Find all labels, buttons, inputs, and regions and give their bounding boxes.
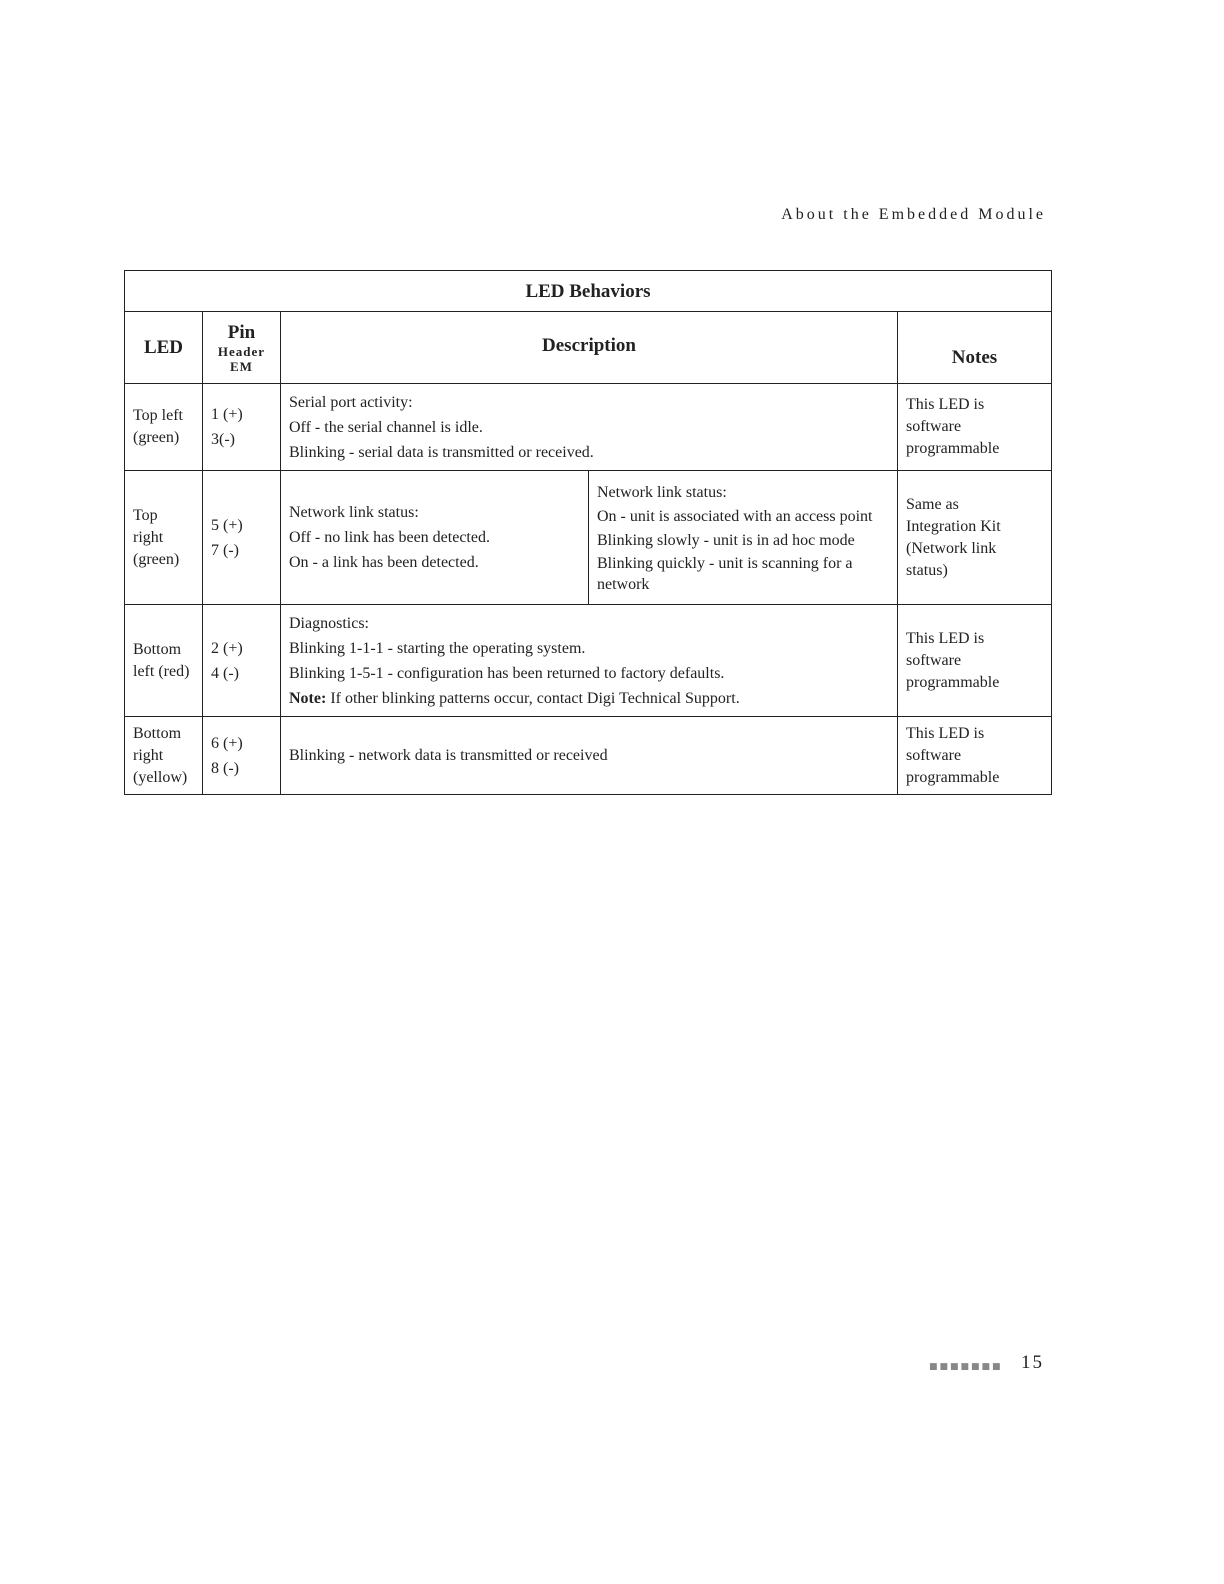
notes-cell [898,384,1052,471]
led-line: (green) [133,429,180,446]
note-text: If other blinking patterns occur, contact Digi Technical Support. [326,689,740,707]
notes-line: status) [906,561,948,579]
header-pin-sub2: EM [230,358,253,374]
led-line: right [133,746,164,764]
notes-line: (Network link [906,539,997,557]
notes-line: programmable [906,768,1000,786]
description-line: Blinking - network data is transmitted or received [289,747,608,764]
led-cell [125,471,203,605]
notes-line: software [906,746,962,764]
pin-line: 7 (-) [211,541,239,559]
description-line: On - unit is associated with an access point [597,507,873,525]
header-pin [203,312,281,384]
description-cell [281,605,898,717]
note-label: Note: [289,689,327,707]
led-line: Bottom [133,640,182,658]
pin-cell [203,605,281,717]
description-line: Serial port activity: [289,393,413,411]
description-line: Off - no link has been detected. [289,529,490,546]
notes-line: programmable [906,440,1000,457]
notes-line: This LED is [906,396,985,413]
led-behaviors-table [124,270,1052,795]
led-line: left (red) [133,662,190,680]
description-line: Blinking 1-5-1 - configuration has been returned to factory defaults. [289,664,725,682]
pin-line: 5 (+) [211,516,243,534]
header-notes: Notes [898,312,1052,384]
notes-line: software [906,651,962,669]
description-line: Blinking 1-1-1 - starting the operating system. [289,639,586,657]
footer-decoration: ■■■■■■■ [929,1362,1003,1372]
table-row [125,471,1052,605]
led-cell [125,605,203,717]
description-cell [281,717,898,795]
description-line: Network link status: [597,483,727,501]
description-line: Off - the serial channel is idle. [289,418,483,436]
pin-line: 6 (+) [211,734,243,752]
notes-line: programmable [906,673,1000,691]
led-line: (yellow) [133,768,188,786]
description-line: Network link status: [289,504,419,521]
led-line: Bottom [133,724,182,742]
description-cell-right [589,471,898,605]
page-number: 15 [1021,1352,1044,1373]
header-led: LED [125,312,203,384]
led-line: (green) [133,550,180,568]
notes-cell [898,717,1052,795]
header-pin-sub1: Header [217,343,266,359]
header-pin-main: Pin [227,321,256,343]
pin-line: 4 (-) [211,664,239,682]
description-line: Blinking quickly - unit is scanning for a network [597,554,853,593]
notes-line: This LED is [906,629,985,647]
description-line: Diagnostics: [289,614,369,632]
pin-line: 3(-) [211,431,235,448]
notes-line: Integration Kit [906,517,1001,535]
running-header: About the Embedded Module [781,206,1046,223]
description-line: Blinking - serial data is transmitted or received. [289,443,594,461]
table-title: LED Behaviors [125,271,1052,312]
description-line: Blinking slowly - unit is in ad hoc mode [597,531,855,549]
description-note-line [289,686,889,711]
led-cell [125,384,203,471]
notes-cell [898,471,1052,605]
led-line: Top [133,506,158,524]
pin-cell [203,384,281,471]
pin-cell [203,717,281,795]
table-title-row [125,271,1052,312]
pin-cell [203,471,281,605]
notes-cell [898,605,1052,717]
header-description: Description [281,312,898,384]
table-row [125,605,1052,717]
description-cell [281,384,898,471]
table-row [125,384,1052,471]
description-cell-left [281,471,589,605]
pin-line: 2 (+) [211,639,243,657]
led-line: Top left [133,407,183,424]
pin-line: 1 (+) [211,406,243,423]
led-line: right [133,528,164,546]
led-cell [125,717,203,795]
table-header-row [125,312,1052,384]
notes-line: software [906,418,962,435]
notes-line: Same as [906,495,959,513]
description-line: On - a link has been detected. [289,554,479,571]
notes-line: This LED is [906,724,985,742]
table-row [125,717,1052,795]
pin-line: 8 (-) [211,759,239,777]
